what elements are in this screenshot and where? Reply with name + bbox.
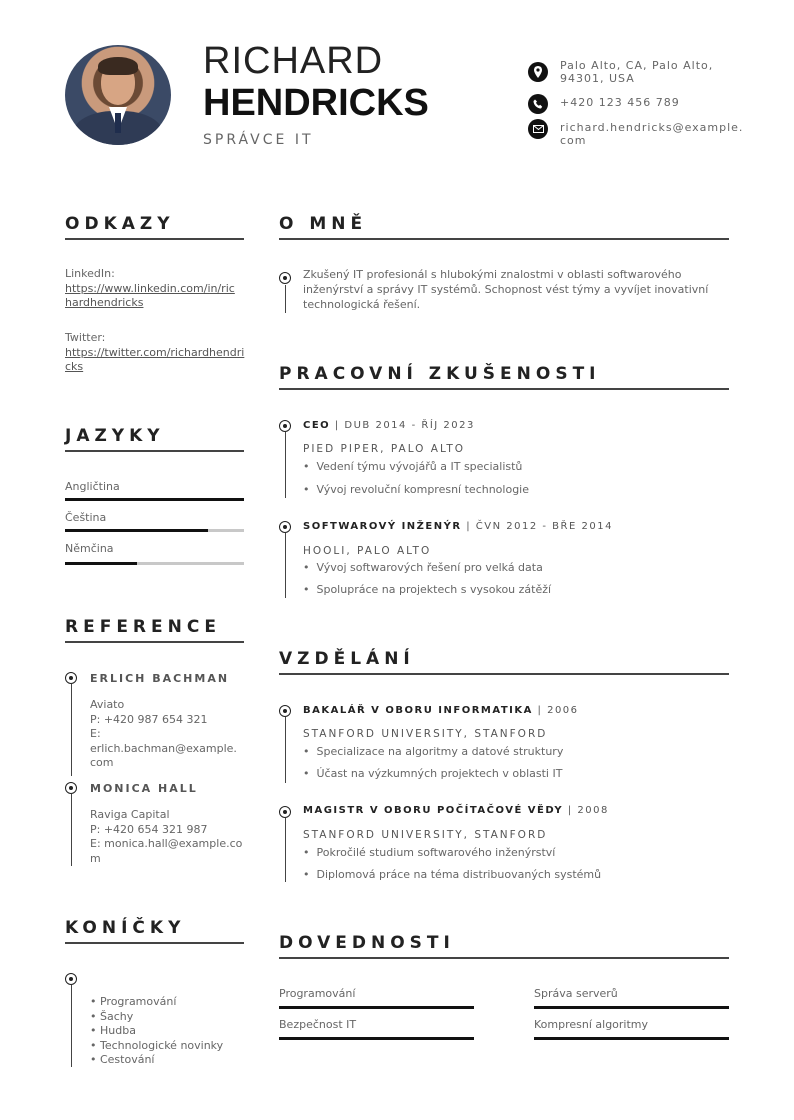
links-title: ODKAZY: [65, 214, 175, 234]
references-title: REFERENCE: [65, 617, 221, 637]
timeline-line: [285, 432, 286, 498]
skill-name: Kompresní algoritmy: [534, 1018, 649, 1031]
job-company: HOOLI, PALO ALTO: [303, 545, 432, 557]
hobby-item: • Technologické novinky: [90, 1038, 224, 1052]
languages-divider: [65, 450, 244, 452]
education-bullet: • Účast na výzkumných projektech v oblasti IT: [303, 767, 563, 780]
education-header: BAKALÁŘ V OBORU INFORMATIKA | 2006: [303, 705, 579, 716]
language-name: Čeština: [65, 511, 107, 524]
education-bullet: • Pokročilé studium softwarového inženýrství: [303, 846, 556, 859]
language-bar: [65, 529, 244, 532]
job-bullet: • Vývoj revoluční kompresní technologie: [303, 483, 530, 496]
last-name: HENDRICKS: [203, 82, 429, 124]
education-divider: [279, 673, 729, 675]
timeline-line: [71, 684, 72, 776]
language-bar: [65, 498, 244, 501]
skill-bar-fill: [534, 1006, 729, 1009]
timeline-line: [285, 285, 286, 313]
skill-bar-fill: [279, 1006, 474, 1009]
hobby-item: • Cestování: [90, 1053, 155, 1066]
timeline-line: [285, 717, 286, 783]
hobby-item: • Šachy: [90, 1009, 134, 1023]
hobbies-title: KONÍČKY: [65, 918, 186, 938]
job-header: SOFTWAROVÝ INŽENÝR | ČVN 2012 - BŘE 2014: [303, 521, 613, 532]
email-icon: [528, 119, 548, 139]
job-title: SPRÁVCE IT: [203, 132, 314, 148]
language-name: Němčina: [65, 542, 114, 555]
experience-title: PRACOVNÍ ZKUŠENOSTI: [279, 364, 601, 384]
first-name: RICHARD: [203, 40, 384, 82]
language-name: Angličtina: [65, 480, 120, 493]
education-bullet: • Specializace na algoritmy a datové struktury: [303, 745, 564, 758]
about-title: O MNĚ: [279, 214, 368, 234]
references-divider: [65, 641, 244, 643]
twitter-block: [65, 331, 245, 375]
skill-bar: [279, 1037, 474, 1040]
timeline-dot: [65, 782, 77, 794]
linkedin-label: LinkedIn:: [65, 267, 115, 280]
language-bar-fill: [65, 498, 244, 501]
timeline-line: [71, 985, 72, 1067]
skill-bar-fill: [279, 1037, 474, 1040]
education-school: STANFORD UNIVERSITY, STANFORD: [303, 829, 548, 841]
education-bullet: • Diplomová práce na téma distribuovaných systémů: [303, 868, 602, 881]
linkedin-link[interactable]: https://www.linkedin.com/in/ric hardhendricks: [65, 281, 235, 309]
hobbies-divider: [65, 942, 244, 944]
timeline-dot: [279, 272, 291, 284]
language-bar-fill: [65, 529, 208, 532]
email[interactable]: richard.hendricks@example. com: [560, 121, 744, 147]
skills-title: DOVEDNOSTI: [279, 933, 455, 953]
timeline-dot: [279, 705, 291, 717]
skills-divider: [279, 957, 729, 959]
reference-name: ERLICH BACHMAN: [90, 672, 230, 685]
skill-bar: [534, 1006, 729, 1009]
about-text: Zkušený IT profesionál s hlubokými znalostmi v oblasti softwarového inženýrství a správy IT systémů. Schopnost vést týmy a vyvíjet inovativní technologická řešení.: [303, 268, 709, 311]
reference-details: Raviga Capital P: +420 654 321 987 E: monica.hall@example.co m: [90, 808, 243, 865]
phone[interactable]: +420 123 456 789: [560, 96, 680, 109]
skill-bar: [279, 1006, 474, 1009]
languages-title: JAZYKY: [65, 426, 165, 446]
linkedin-block: [65, 267, 245, 311]
experience-divider: [279, 388, 729, 390]
skill-name: Programování: [279, 987, 356, 1000]
language-bar-fill: [65, 562, 137, 565]
twitter-link[interactable]: https://twitter.com/richardhendri cks: [65, 345, 245, 373]
about-divider: [279, 238, 729, 240]
timeline-line: [71, 794, 72, 866]
job-bullet: • Vývoj softwarových řešení pro velká data: [303, 561, 543, 574]
timeline-dot: [279, 806, 291, 818]
address: Palo Alto, CA, Palo Alto, 94301, USA: [560, 59, 714, 85]
education-school: STANFORD UNIVERSITY, STANFORD: [303, 728, 548, 740]
job-header: CEO | DUB 2014 - ŘÍJ 2023: [303, 420, 475, 431]
timeline-dot: [65, 672, 77, 684]
skill-name: Správa serverů: [534, 987, 618, 1000]
job-company: PIED PIPER, PALO ALTO: [303, 443, 466, 455]
language-bar: [65, 562, 244, 565]
location-icon: [528, 62, 548, 82]
timeline-dot: [279, 521, 291, 533]
twitter-label: Twitter:: [65, 331, 106, 344]
skill-name: Bezpečnost IT: [279, 1018, 357, 1031]
skill-bar: [534, 1037, 729, 1040]
timeline-dot: [279, 420, 291, 432]
phone-icon: [528, 94, 548, 114]
timeline-line: [285, 533, 286, 598]
reference-details: Aviato P: +420 987 654 321 E: erlich.bachman@example. com: [90, 698, 237, 769]
profile-photo: [65, 45, 171, 145]
skill-bar-fill: [534, 1037, 729, 1040]
timeline-dot: [65, 973, 77, 985]
reference-name: MONICA HALL: [90, 782, 198, 795]
hobby-item: • Programování: [90, 995, 177, 1008]
hobby-item: • Hudba: [90, 1024, 136, 1037]
job-bullet: • Vedení týmu vývojářů a IT specialistů: [303, 460, 523, 473]
job-bullet: • Spolupráce na projektech s vysokou zátěží: [303, 583, 552, 596]
education-header: MAGISTR V OBORU POČÍTAČOVÉ VĚDY | 2008: [303, 805, 609, 816]
hobbies-list: [90, 995, 223, 1068]
links-divider: [65, 238, 244, 240]
timeline-line: [285, 818, 286, 882]
education-title: VZDĚLÁNÍ: [279, 649, 415, 669]
